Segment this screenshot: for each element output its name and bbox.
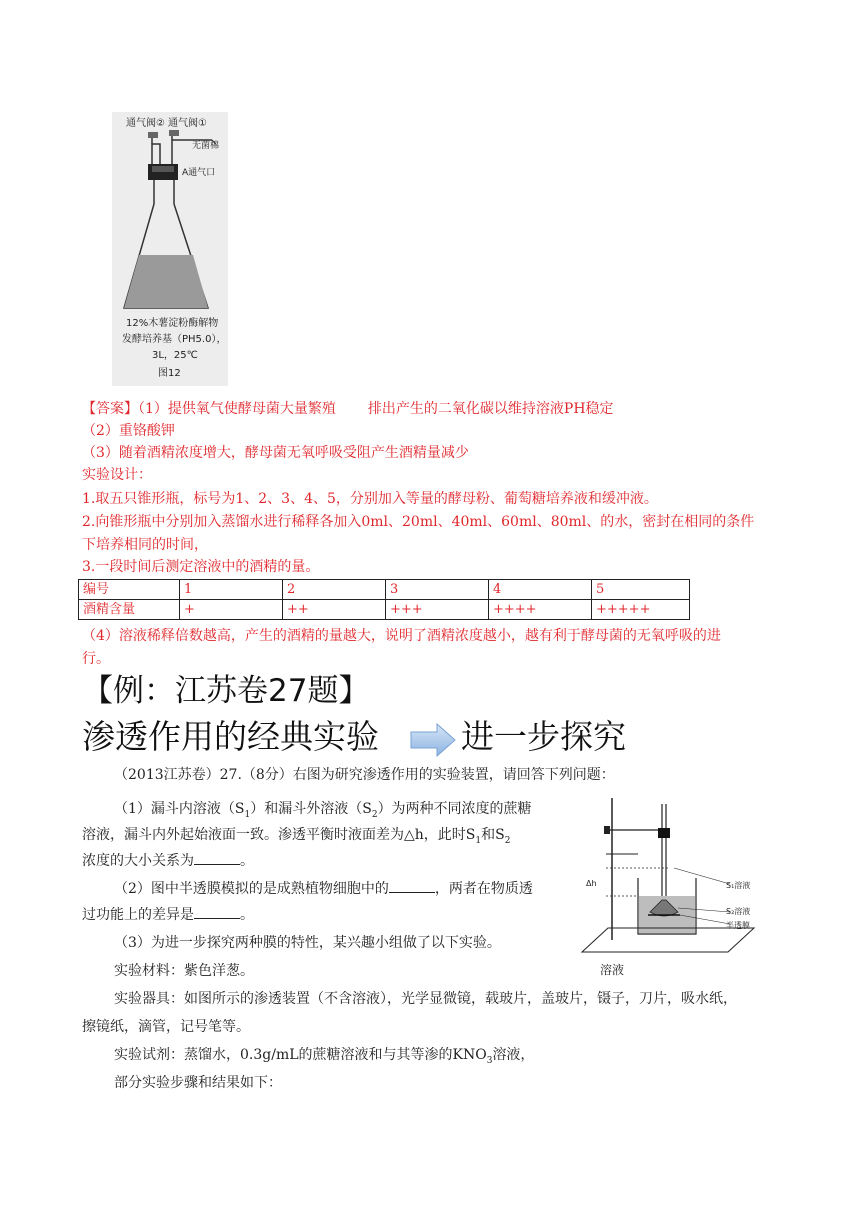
reagent-text-b: 溶液， [492,1047,535,1063]
q1-text-c: ）为两种不同浓度的蔗糖 [377,801,532,817]
design-step-3: 3.一段时间后测定溶液中的酒精的量。 [82,559,320,575]
delta-h-label: Δh [586,879,597,888]
heading-right: 进一步探究 [461,717,626,756]
question-2-line-1 [114,880,533,898]
q1-text-a: （1）漏斗内溶液（S [114,801,245,817]
answer-blank [194,906,240,919]
answer-line-4b: 行。 [82,651,110,667]
cotton-label: 无菌棉 [192,141,220,151]
right-arrow-icon [410,723,456,757]
q2-text-a: （2）图中半透膜模拟的是成熟植物细胞中的 [114,881,389,897]
caption-line2: 发酵培养基（PH5.0）， [122,334,227,345]
valve2-label: 通气阀② [126,118,165,129]
table-row [79,580,690,600]
design-step-2b: 下培养相同的时间， [82,537,208,553]
table-cell: 4 [489,580,592,600]
kno3-subscript: 3 [486,1055,493,1066]
table-cell: 酒精含量 [79,600,180,620]
table-cell: ++ [283,600,386,620]
answer-line-3: （3）随着酒精浓度增大，酵母菌无氧呼吸受阻产生酒精量减少 [82,445,469,461]
q1-text-e: 和S [481,827,505,843]
q1-text-g: 。 [240,853,254,869]
s1-subscript: 1 [244,809,251,820]
q2-text-d: 。 [240,907,254,923]
answer-1b: 排出产生的二氧化碳以维持溶液PH稳定 [367,401,614,417]
table-cell: +++ [386,600,489,620]
example-title: 【例：江苏卷27题】 [82,673,370,709]
question-1-line-2 [82,826,510,850]
table-cell: 3 [386,580,489,600]
question-intro: （2013江苏卷）27.（8分）右图为研究渗透作用的实验装置，请回答下列问题： [114,767,615,783]
s1-subscript: 1 [475,835,482,846]
table-cell: 2 [283,580,386,600]
answer-line-1 [82,400,614,418]
answer-line-4a: （4）溶液稀释倍数越高，产生的酒精的量越大，说明了酒精浓度越小，越有利于酵母菌的无氧呼吸的进 [82,628,721,644]
table-cell: 5 [592,580,690,600]
s2-subscript: 2 [371,809,378,820]
figure2-caption: 溶液 [600,963,625,977]
design-step-1: 1.取五只锥形瓶，标号为1、2、3、4、5，分别加入等量的酵母粉、葡萄糖培养液和缓冲液。 [82,491,658,507]
equipment-line-2: 擦镜纸，滴管，记号笔等。 [82,1019,250,1035]
s2-solution-label: S₂溶液 [726,907,751,916]
q2-text-c: 过功能上的差异是 [82,907,194,923]
table-row [79,600,690,620]
valve1-label: 通气阀① [168,118,207,129]
caption-line3: 3L，25℃ [152,350,198,361]
answer-blank [389,880,435,893]
membrane-label: 半透膜 [726,921,750,930]
caption-line1: 12%木薯淀粉酶解物 [126,318,219,329]
flask-apparatus-figure [112,112,228,386]
materials-line: 实验材料：紫色洋葱。 [114,963,254,979]
design-title: 实验设计： [82,467,152,483]
s1-solution-label: S₁溶液 [726,881,751,890]
reagent-line [114,1046,534,1070]
vent-label: A通气口 [182,168,216,178]
figure-number: 图12 [158,368,181,379]
q2-text-b: ，两者在物质透 [434,881,533,897]
flask-diagram [112,112,228,386]
results-table [78,579,690,620]
equipment-line-1: 实验器具：如图所示的渗透装置（不含溶液），光学显微镜，载玻片，盖玻片，镊子，刀片，吸水纸， [114,991,737,1007]
table-cell: + [180,600,283,620]
design-step-2a: 2.向锥形瓶中分别加入蒸馏水进行稀释各加入0ml、20ml、40ml、60ml、80ml、的水，密封在相同的条件 [82,514,755,530]
steps-line: 部分实验步骤和结果如下： [114,1075,282,1091]
answer-1a: （1）提供氧气使酵母菌大量繁殖 [138,401,336,417]
table-cell: +++++ [592,600,690,620]
table-cell: ++++ [489,600,592,620]
question-1-line-3 [82,852,254,870]
table-cell: 1 [180,580,283,600]
q1-text-d: 溶液，漏斗内外起始液面一致。渗透平衡时液面差为△h，此时S [82,827,476,843]
table-cell: 编号 [79,580,180,600]
answer-line-2: （2）重铬酸钾 [82,423,175,439]
question-2-line-2 [82,906,254,924]
question-3: （3）为进一步探究两种膜的特性，某兴趣小组做了以下实验。 [114,935,501,951]
answer-tag: 【答案】 [82,401,138,417]
answer-blank [194,852,240,865]
reagent-text-a: 实验试剂：蒸馏水，0.3g/mL的蔗糖溶液和与其等渗的KNO [114,1047,487,1063]
s2-subscript: 2 [504,835,511,846]
heading-left: 渗透作用的经典实验 [82,717,379,756]
osmosis-apparatus-figure [578,790,758,980]
q1-text-f: 浓度的大小关系为 [82,853,194,869]
question-1-line-1 [114,800,532,824]
q1-text-b: ）和漏斗外溶液（S [250,801,372,817]
